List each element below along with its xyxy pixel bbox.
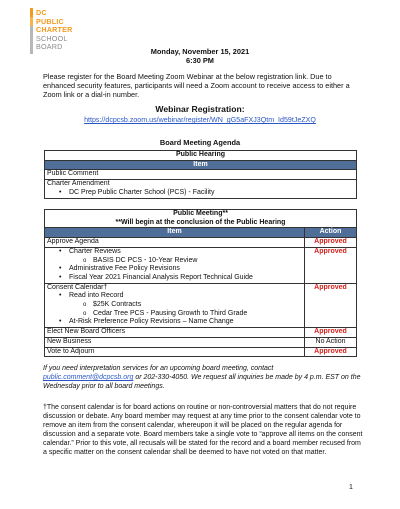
public-meeting-table [44, 209, 357, 357]
fiscal-report-item: • Fiscal Year 2021 Financial Analysis Report Technical Guide [69, 274, 253, 281]
cedar-tree-item: o Cedar Tree PCS - Pausing Growth to Third Grade [93, 310, 247, 317]
webinar-registration-link[interactable]: https://dcpcsb.zoom.us/webinar/register/WN_gG5aFXJ3Qtm_Id59tJeZXQ [84, 116, 316, 124]
action-status: No Action [305, 337, 357, 347]
action-status: Approved [305, 347, 357, 357]
public-hearing-row: Public Comment [45, 170, 357, 180]
public-hearing-table [44, 150, 357, 199]
public-hearing-title: Public Hearing [45, 151, 357, 161]
public-meeting-action-header: Action [305, 228, 357, 238]
public-meeting-header [45, 210, 357, 228]
agenda-row-approve-agenda: Approve Agenda [45, 238, 305, 248]
agenda-row-elect-officers: Elect New Board Officers [45, 328, 305, 338]
action-status: Approved [305, 328, 357, 338]
agenda-row-charter-reviews [45, 247, 305, 283]
basis-review-item: o BASIS DC PCS - 10-Year Review [93, 257, 197, 264]
logo-wordmark [36, 9, 73, 52]
interpretation-notice [43, 364, 363, 391]
action-status: Approved [305, 247, 357, 283]
logo-line-dc: DC [36, 8, 47, 17]
meeting-date: Monday, November 15, 2021 [150, 47, 250, 56]
public-meeting-subtitle: **Will begin at the conclusion of the Public Hearing [115, 218, 286, 226]
charter-amendment-label: Charter Amendment [47, 180, 110, 188]
page-number: 1 [349, 484, 353, 491]
dc-prep-facility-item: • DC Prep Public Charter School (PCS) - Facility [69, 189, 215, 196]
agenda-title: Board Meeting Agenda [159, 138, 241, 147]
public-meeting-title: Public Meeting** [173, 210, 228, 217]
public-hearing-item-header: Item [45, 160, 357, 170]
charter-reviews-label: • Charter Reviews [69, 248, 121, 255]
logo-line-charter: CHARTER [36, 25, 73, 35]
consent-calendar-footnote: †The consent calendar is for board actions on routine or non-controversial matters that do not require discussion or debate. Any board member may request at any time prior to the consent calendar vote to remove an item from the consent calendar, whereupon it will be placed on the regular agenda for discussion and a separate vote. Board members take a single vote to “approve all items on the consent calendar.” Prior to this vote, all recusals will be stated for the record and a board member recused from a specific matter on the consent calendar shall be deemed to have not voted on that matter. [43, 404, 363, 456]
public-comment-email-link[interactable]: public.comment@dcpcsb.org [43, 374, 134, 381]
consent-calendar-label: Consent Calendar† [47, 283, 108, 291]
logo-line-school: SCHOOL [36, 33, 68, 43]
at-risk-policy-item: • At-Risk Preference Policy Revisions – Name Change [69, 318, 234, 325]
contracts-item: o $25K Contracts [93, 301, 141, 308]
interpretation-text-1: If you need interpretation services for an upcoming board meeting, contact [43, 365, 274, 372]
agenda-row-new-business: New Business [45, 337, 305, 347]
logo-line-board: BOARD [36, 42, 63, 52]
meeting-time: 6:30 PM [186, 56, 214, 65]
webinar-registration-title: Webinar Registration: [155, 104, 245, 114]
intro-paragraph: Please register for the Board Meeting Zoom Webinar at the below registration link. Due to enhanced security features, participants will need a Zoom account to receive access to either a Zoom link or a dial-in number. [43, 72, 350, 100]
logo-line-public: PUBLIC [36, 16, 64, 26]
admin-fee-item: • Administrative Fee Policy Revisions [69, 265, 180, 272]
action-status: Approved [305, 283, 357, 328]
interpretation-text-2: or 202-330-4050. We request all inquiries be made by 4 p.m. EST on the Wednesday prior to all board meetings. [43, 374, 361, 390]
public-hearing-row [45, 180, 357, 198]
public-meeting-item-header: Item [45, 228, 305, 238]
agenda-row-adjourn: Vote to Adjourn [45, 347, 305, 357]
action-status: Approved [305, 238, 357, 248]
agenda-row-consent-calendar [45, 283, 305, 328]
read-into-record-item: • Read into Record [69, 292, 123, 299]
